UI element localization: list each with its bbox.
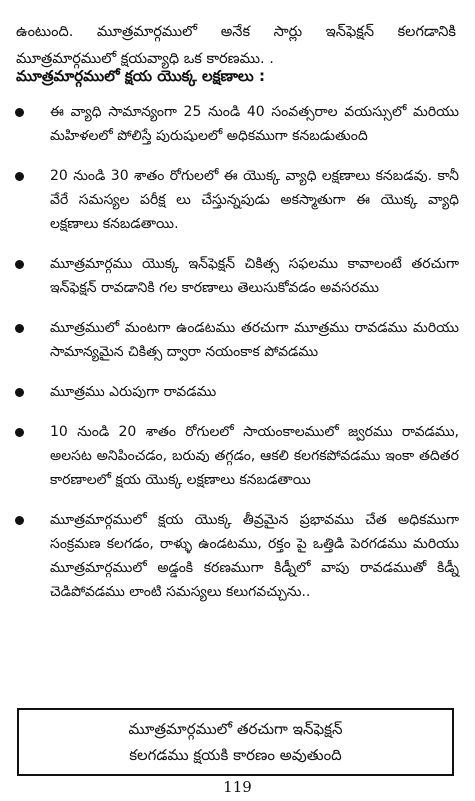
list-item — [0, 252, 475, 300]
list-item — [0, 100, 475, 148]
list-item — [0, 508, 475, 604]
bullet-icon — [15, 108, 24, 117]
list-item-text: మూత్రమార్గములో క్షయ యొక్క తీవ్రమైన ప్రభావము చేత అధికముగా సంక్రమణ కలగడం, రాళ్ళు ఉండటము, రక్తం పై ఒత్తిడి పెరగడము మరియు మూత్రమార్గములో అడ్డంకి కరణముగా కిడ్నీలో వాపు రావడముతో కిడ్నీ చెడిపోవడము లాంటి సమస్యలు కలుగవచ్చును.. — [50, 512, 459, 600]
bullet-icon — [15, 516, 24, 525]
list-item-text: మూత్రములో మంటగా ఉండటము తరచుగా మూత్రము రావడము మరియు సామాన్యమైన చికిత్స ద్వారా నయంకాక పోవడము — [50, 320, 459, 360]
list-item — [0, 164, 475, 236]
bullet-icon — [15, 324, 24, 333]
list-item — [0, 316, 475, 364]
intro-paragraph: ఉంటుంది. మూత్రమార్గములో అనేక సార్లు ఇన్‌ఫెక్షన్ కలగడానికి మూత్రమార్గములో క్షయవ్యాధి ఒక కారణము. . — [16, 23, 456, 67]
highlight-box — [17, 708, 454, 776]
page-number: 119 — [223, 778, 252, 796]
section-heading: మూత్రమార్గములో క్షయ యొక్క లక్షణాలు : — [16, 67, 265, 85]
bullet-icon — [15, 172, 24, 181]
highlight-box-line-2: కలగడము క్షయకి కారణం అవుతుంది — [129, 746, 342, 764]
symptom-list — [0, 100, 475, 620]
list-item — [0, 380, 475, 404]
bullet-icon — [15, 260, 24, 269]
list-item — [0, 420, 475, 492]
list-item-text: 20 నుండి 30 శాతం రోగులలో ఈ యొక్క వ్యాధి లక్షణాలు కనబడవు. కానీ వేరే సమస్యల పరీక్ష లు చేస్తున్నపుడు అకస్మాతుగా ఈ యొక్క వ్యాధి లక్షణాలు కనబడతాయి. — [50, 168, 459, 232]
list-item-text: మూత్రమార్గము యొక్క ఇన్‌ఫెక్షన్ చికిత్స సఫలము కావాలంటే తరచుగా ఇన్‌ఫెక్షన్ రావడానికి గల కారణాలు తెలుసుకోవడం అవసరము — [50, 256, 459, 296]
list-item-text: మూత్రము ఎరుపుగా రావడము — [50, 384, 217, 400]
list-item-text: 10 నుండి 20 శాతం రోగులలో సాయంకాలములో జ్వరము రావడము, అలసట అనిపించడం, బరువు తగ్గడం, ఆకలి కలగకపోవడము ఇంకా తదితర కారణాలలో క్షయ యొక్క లక్షణాలు కనబడతాయి — [50, 424, 459, 488]
list-item-text: ఈ వ్యాధి సామాన్యంగా 25 నుండి 40 సంవత్సరాల వయస్సులో మరియు మహిళలలో పోలిస్తే పురుషులలో అధికముగా కనబడుతుంది — [50, 104, 459, 144]
bullet-icon — [15, 388, 24, 397]
highlight-box-line-1: మూత్రమార్గములో తరచుగా ఇన్‌ఫెక్షన్ — [128, 720, 343, 738]
bullet-icon — [15, 428, 24, 437]
